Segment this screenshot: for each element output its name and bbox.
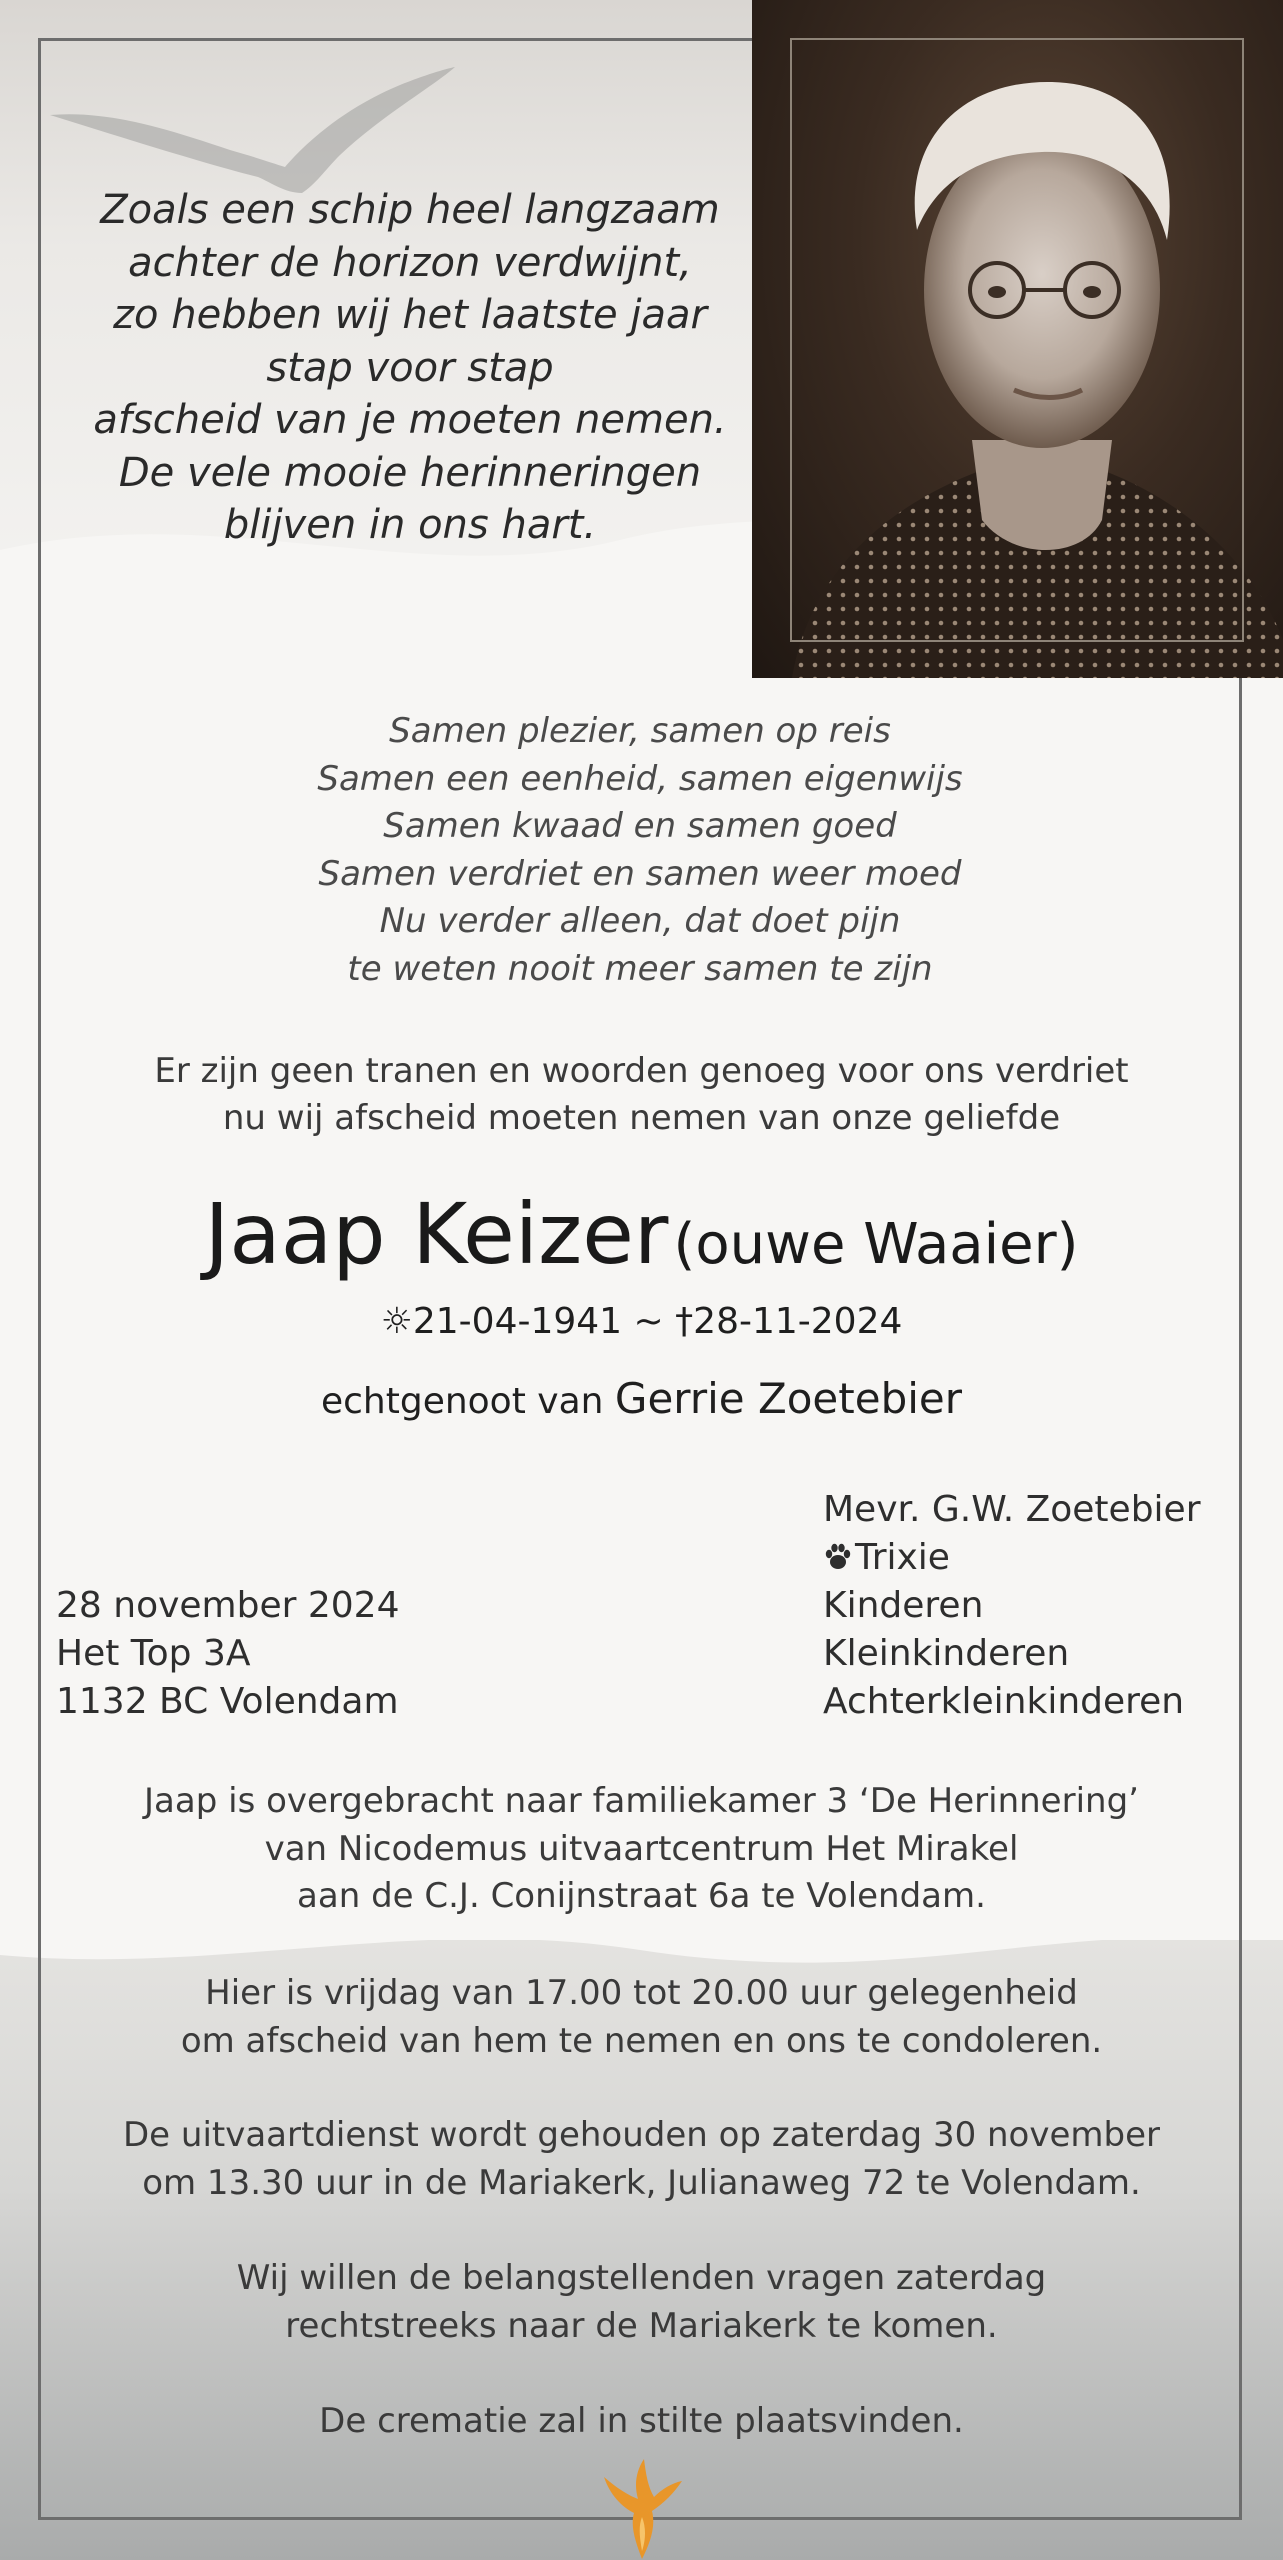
phoenix-logo-icon [600,2455,684,2560]
verse-middle-line: Samen kwaad en samen goed [383,806,897,846]
verse-top [60,184,760,552]
transfer-info [60,1778,1223,1921]
visitation-line: Hier is vrijdag van 17.00 tot 20.00 uur gelegenheid [205,1973,1078,2013]
verse-top-line: blijven in ons hart. [223,502,597,548]
family-children: Kinderen [823,1585,984,1626]
verse-top-line: afscheid van je moeten nemen. [93,397,727,443]
verse-middle-line: te weten nooit meer samen te zijn [347,948,933,989]
verse-top-line: De vele mooie herinneringen [118,449,702,496]
transfer-line: van Nicodemus uitvaartcentrum Het Mirakel [264,1828,1019,1869]
request-info [60,2255,1223,2350]
intro-text [80,1048,1203,1142]
intro-line: nu wij afscheid moeten nemen van onze geliefde [222,1098,1061,1138]
transfer-line: aan de C.J. Conijnstraat 6a te Volendam. [297,1876,986,1916]
pet-name: Trixie [855,1537,950,1578]
spouse-name: Gerrie Zoetebier [614,1374,963,1423]
verse-middle-line: Samen verdriet en samen weer moed [318,853,962,894]
cremation-line: De crematie zal in stilte plaatsvinden. [319,2401,964,2441]
date-separator: ~ [633,1301,664,1342]
sun-icon: ☼ [380,1301,413,1342]
photo-frame-line [790,38,1244,642]
request-line: Wij willen de belangstellenden vragen zaterdag [236,2258,1047,2298]
visitation-line: om afscheid van hem te nemen en ons te condoleren. [180,2020,1103,2061]
address-date: 28 november 2024 [56,1585,400,1626]
verse-top-line: Zoals een schip heel langzaam [100,187,720,233]
family-great-grandchildren: Achterkleinkinderen [823,1681,1185,1722]
family-pet [823,1534,1201,1582]
verse-middle-line: Samen plezier, samen op reis [389,711,891,751]
verse-top-line: zo hebben wij het laatste jaar [113,292,707,338]
deceased-name-row [0,1185,1283,1283]
visitation-info [60,1970,1223,2065]
deceased-name: Jaap Keizer [204,1185,669,1283]
family-list [823,1486,1201,1726]
deceased-nickname: (ouwe Waaier) [673,1212,1079,1277]
service-info [60,2112,1223,2207]
cross-icon: † [675,1301,694,1342]
address-street: Het Top 3A [56,1633,251,1674]
cremation-info [60,2398,1223,2446]
verse-top-line: stap voor stap [266,344,554,391]
death-date: 28-11-2024 [693,1301,903,1342]
family-grandchildren: Kleinkinderen [823,1633,1070,1674]
verse-middle-line: Nu verder alleen, dat doet pijn [379,901,901,941]
service-line: De uitvaartdienst wordt gehouden op zaterdag 30 november [122,2115,1161,2155]
spouse-prefix: echtgenoot van [320,1381,604,1422]
verse-middle-line: Samen een eenheid, samen eigenwijs [317,758,963,799]
birth-date: 21-04-1941 [412,1301,623,1342]
life-dates [0,1301,1283,1342]
spouse-line [0,1374,1283,1423]
transfer-line: Jaap is overgebracht naar familiekamer 3 ‘De Herinnering’ [144,1781,1139,1821]
correspondence-address [56,1582,399,1726]
request-line: rechtstreeks naar de Mariakerk te komen. [285,2305,998,2346]
service-line: om 13.30 uur in de Mariakerk, Julianaweg 72 te Volendam. [142,2162,1141,2203]
verse-middle [200,708,1080,993]
address-city: 1132 BC Volendam [56,1681,399,1722]
paw-icon [823,1542,853,1572]
verse-top-line: achter de horizon verdwijnt, [128,239,692,286]
family-spouse: Mevr. G.W. Zoetebier [823,1489,1201,1530]
intro-line: Er zijn geen tranen en woorden genoeg voor ons verdriet [154,1051,1129,1091]
